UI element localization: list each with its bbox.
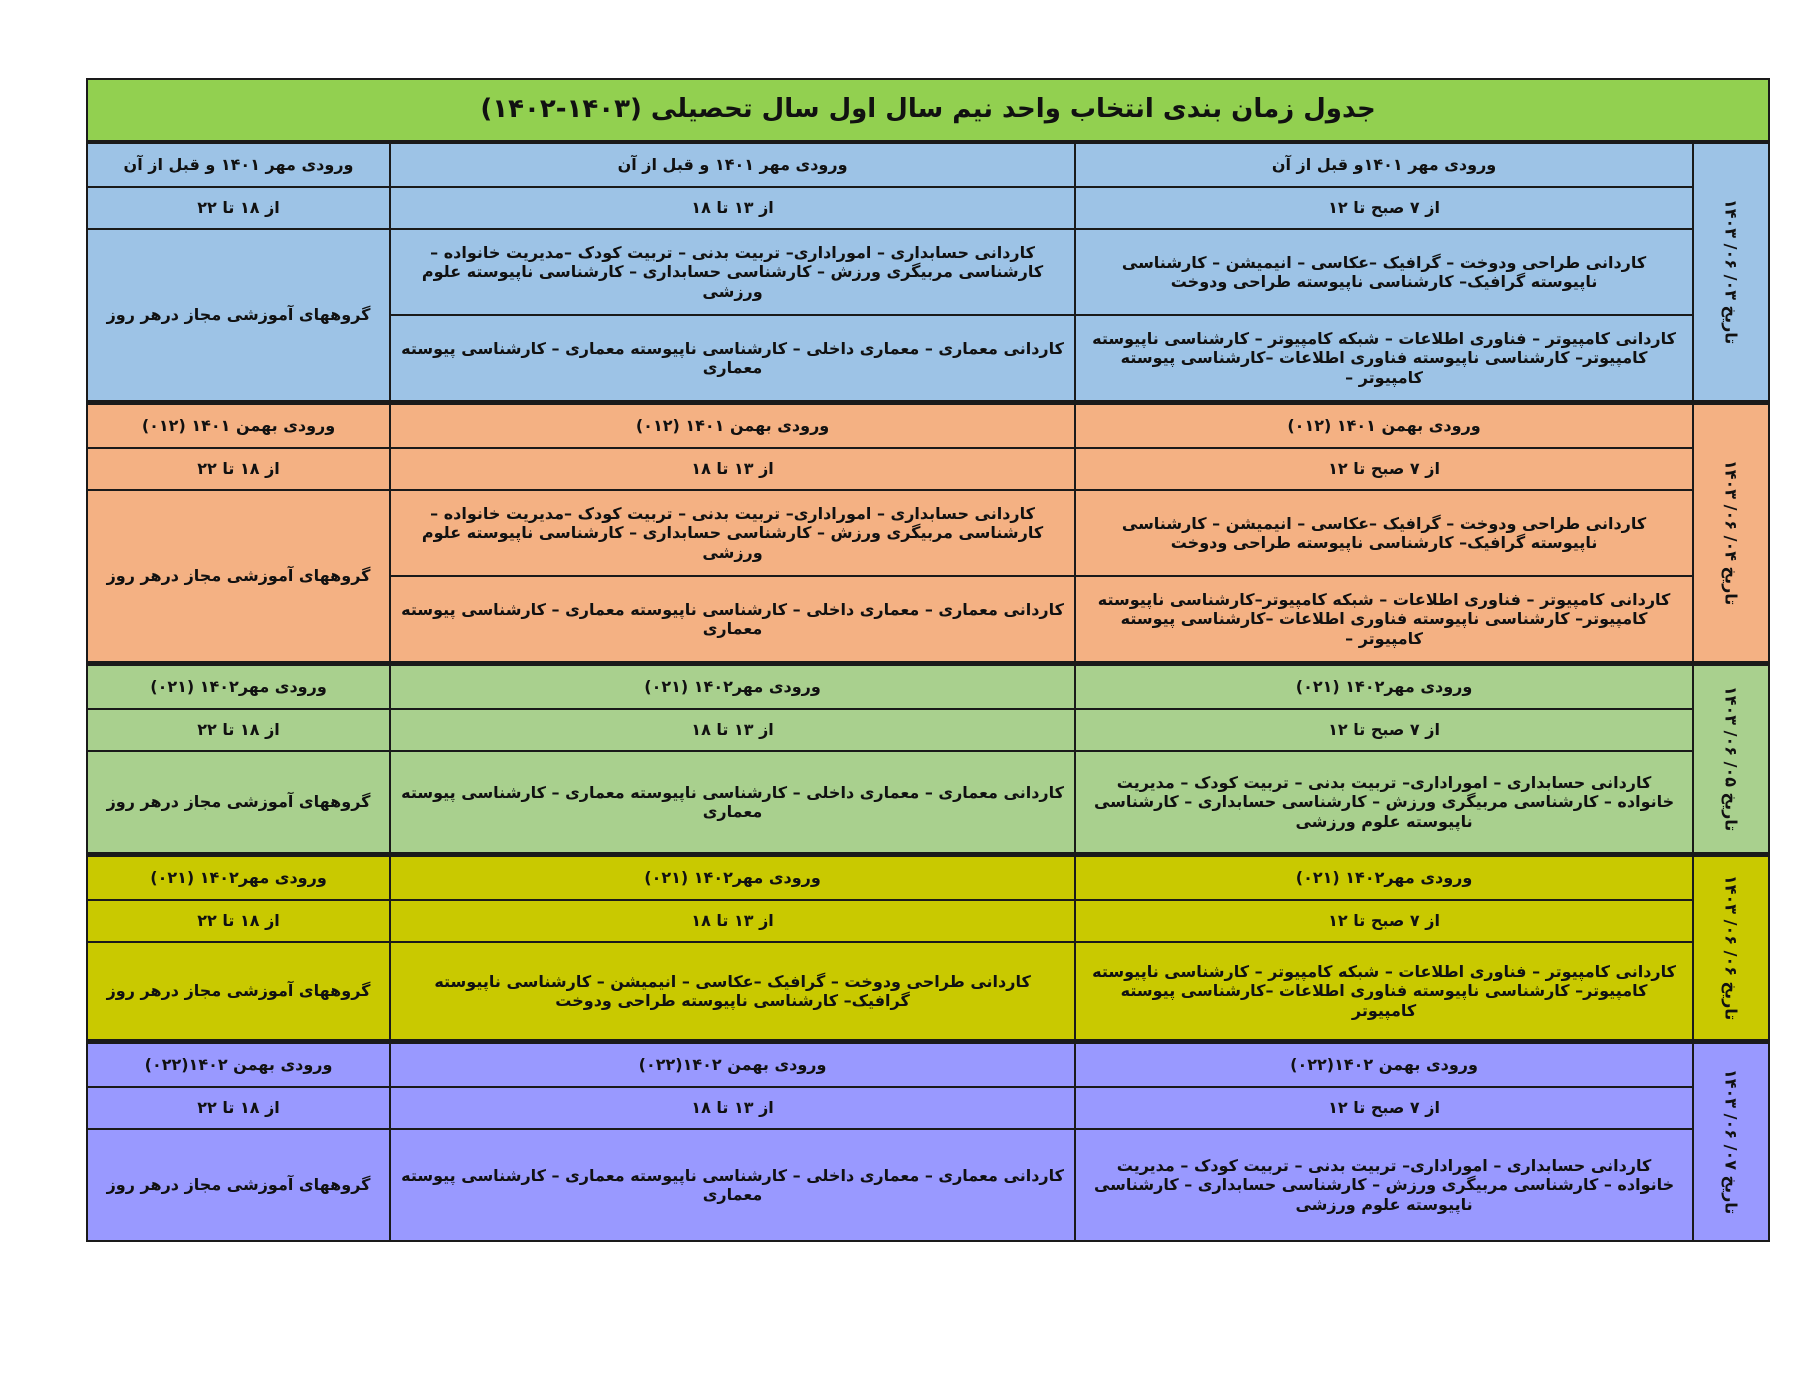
time-col2: از ۱۳ تا ۱۸ <box>390 448 1075 490</box>
time-col3: از ۱۸ تا ۲۲ <box>87 709 390 751</box>
virtual-groups-note: گروههای آموزشی مجاز درهر روز <box>87 229 390 403</box>
time-col1: از ۷ صبح تا ۱۲ <box>1075 709 1693 751</box>
group-cell: کاردانی معماری – معماری داخلی – کارشناسی ناپیوسته معماری – کارشناسی پیوسته معماری <box>390 315 1075 403</box>
group-cell: کاردانی حسابداری – اموراداری– تربیت بدنی – تربیت کودک – مدیریت خانواده – کارشناسی مربیگری ورزش – کارشناسی حسابداری – کارشناسی ناپیوسته علوم ورزشی <box>1075 751 1693 855</box>
virtual-groups-note: گروههای آموزشی مجاز درهر روز <box>87 751 390 855</box>
section-date: تاریخ ۰۷/ ۰۶/ ۱۴۰۳ <box>1693 1042 1769 1242</box>
header-col1: ورودی مهر۱۴۰۲ (۰۲۱) <box>1075 664 1693 710</box>
header-col3: ورودی مهر۱۴۰۲ (۰۲۱) <box>87 664 390 710</box>
group-cell: کاردانی معماری – معماری داخلی – کارشناسی ناپیوسته معماری – کارشناسی پیوسته معماری <box>390 751 1075 855</box>
header-col1: ورودی مهر ۱۴۰۱و قبل از آن <box>1075 142 1693 187</box>
header-col2: ورودی مهر۱۴۰۲ (۰۲۱) <box>390 664 1075 710</box>
header-col3: ورودی بهمن ۱۴۰۲(۰۲۲) <box>87 1042 390 1088</box>
time-col1: از ۷ صبح تا ۱۲ <box>1075 1087 1693 1129</box>
header-col1: ورودی بهمن ۱۴۰۲(۰۲۲) <box>1075 1042 1693 1088</box>
group-cell: کاردانی حسابداری – اموراداری– تربیت بدنی – تربیت کودک – مدیریت خانواده – کارشناسی مربیگری ورزش – کارشناسی حسابداری – کارشناسی ناپیوسته علوم ورزشی <box>1075 1129 1693 1241</box>
time-col3: از ۱۸ تا ۲۲ <box>87 1087 390 1129</box>
time-col2: از ۱۳ تا ۱۸ <box>390 1087 1075 1129</box>
group-cell: کاردانی کامپیوتر – فناوری اطلاعات – شبکه کامپیوتر – کارشناسی ناپیوسته کامپیوتر– کارشناسی ناپیوسته فناوری اطلاعات –کارشناسی پیوسته کامپیوتر <box>1075 942 1693 1042</box>
time-col2: از ۱۳ تا ۱۸ <box>390 900 1075 942</box>
header-col2: ورودی بهمن ۱۴۰۲(۰۲۲) <box>390 1042 1075 1088</box>
virtual-groups-note: گروههای آموزشی مجاز درهر روز <box>87 490 390 664</box>
group-cell: کاردانی طراحی ودوخت – گرافیک –عکاسی – انیمیشن – کارشناسی ناپیوسته گرافیک– کارشناسی ناپیوسته طراحی ودوخت <box>1075 490 1693 576</box>
group-cell: کاردانی طراحی ودوخت – گرافیک –عکاسی – انیمیشن – کارشناسی ناپیوسته گرافیک– کارشناسی ناپیوسته طراحی ودوخت <box>1075 229 1693 315</box>
section-date: تاریخ ۰۶/ ۰۶/ ۱۴۰۳ <box>1693 855 1769 1042</box>
group-cell: کاردانی معماری – معماری داخلی – کارشناسی ناپیوسته معماری – کارشناسی پیوسته معماری <box>390 1129 1075 1241</box>
group-cell: کاردانی معماری – معماری داخلی – کارشناسی ناپیوسته معماری – کارشناسی پیوسته معماری <box>390 576 1075 664</box>
group-cell: کاردانی طراحی ودوخت – گرافیک –عکاسی – انیمیشن – کارشناسی ناپیوسته گرافیک– کارشناسی ناپیوسته طراحی ودوخت <box>390 942 1075 1042</box>
header-col3: ورودی مهر۱۴۰۲ (۰۲۱) <box>87 855 390 901</box>
section-date: تاریخ ۰۳/ ۰۶/ ۱۴۰۳ <box>1693 142 1769 403</box>
header-col3: ورودی مهر ۱۴۰۱ و قبل از آن <box>87 142 390 187</box>
time-col3: از ۱۸ تا ۲۲ <box>87 187 390 229</box>
time-col3: از ۱۸ تا ۲۲ <box>87 448 390 490</box>
section-date: تاریخ ۰۵/ ۰۶/ ۱۴۰۳ <box>1693 664 1769 855</box>
virtual-groups-note: گروههای آموزشی مجاز درهر روز <box>87 942 390 1042</box>
time-col1: از ۷ صبح تا ۱۲ <box>1075 448 1693 490</box>
header-col1: ورودی مهر۱۴۰۲ (۰۲۱) <box>1075 855 1693 901</box>
time-col2: از ۱۳ تا ۱۸ <box>390 187 1075 229</box>
time-col3: از ۱۸ تا ۲۲ <box>87 900 390 942</box>
group-cell: کاردانی حسابداری – اموراداری– تربیت بدنی – تربیت کودک –مدیریت خانواده – کارشناسی مربیگری ورزش – کارشناسی حسابداری – کارشناسی ناپیوسته علوم ورزشی <box>390 490 1075 576</box>
header-col3: ورودی بهمن ۱۴۰۱ (۰۱۲) <box>87 403 390 449</box>
header-col2: ورودی بهمن ۱۴۰۱ (۰۱۲) <box>390 403 1075 449</box>
time-col1: از ۷ صبح تا ۱۲ <box>1075 187 1693 229</box>
group-cell: کاردانی حسابداری – اموراداری– تربیت بدنی – تربیت کودک –مدیریت خانواده – کارشناسی مربیگری ورزش – کارشناسی حسابداری – کارشناسی ناپیوسته علوم ورزشی <box>390 229 1075 315</box>
time-col1: از ۷ صبح تا ۱۲ <box>1075 900 1693 942</box>
header-col1: ورودی بهمن ۱۴۰۱ (۰۱۲) <box>1075 403 1693 449</box>
header-col2: ورودی مهر۱۴۰۲ (۰۲۱) <box>390 855 1075 901</box>
group-cell: کاردانی کامپیوتر – فناوری اطلاعات – شبکه کامپیوتر–کارشناسی ناپیوسته کامپیوتر– کارشناسی ناپیوسته فناوری اطلاعات –کارشناسی پیوسته کامپیوتر – <box>1075 576 1693 664</box>
virtual-groups-note: گروههای آموزشی مجاز درهر روز <box>87 1129 390 1241</box>
section-date: تاریخ ۰۴/ ۰۶/ ۱۴۰۳ <box>1693 403 1769 664</box>
schedule-table <box>86 78 1770 1242</box>
table-title: جدول زمان بندی انتخاب واحد نیم سال اول سال تحصیلی (۱۴۰۳-۱۴۰۲) <box>87 79 1769 142</box>
group-cell: کاردانی کامپیوتر – فناوری اطلاعات – شبکه کامپیوتر – کارشناسی ناپیوسته کامپیوتر– کارشناسی ناپیوسته فناوری اطلاعات –کارشناسی پیوسته کامپیوتر – <box>1075 315 1693 403</box>
time-col2: از ۱۳ تا ۱۸ <box>390 709 1075 751</box>
header-col2: ورودی مهر ۱۴۰۱ و قبل از آن <box>390 142 1075 187</box>
